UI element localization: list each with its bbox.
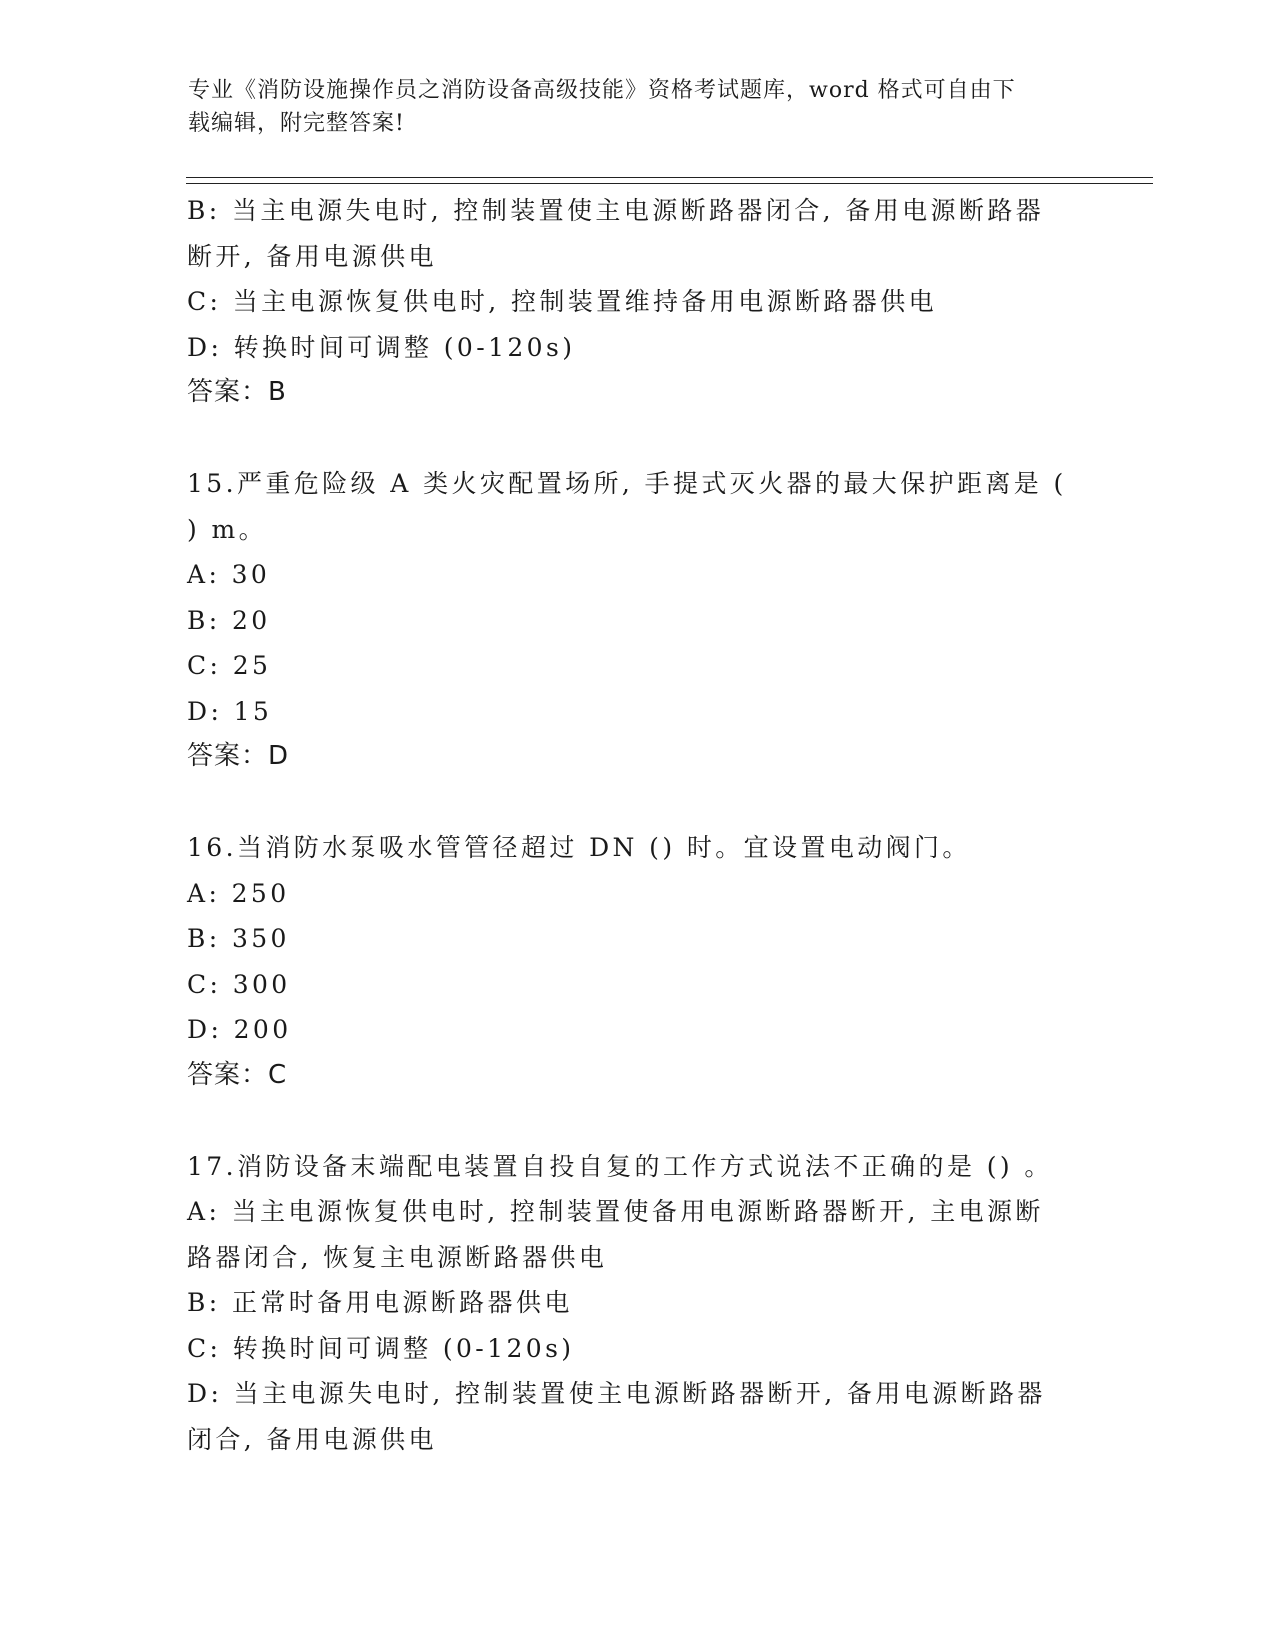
answer: 答案：B (187, 377, 287, 407)
option-d-line-2: 闭合, 备用电源供电 (187, 1424, 437, 1454)
option-b: B: 20 (187, 605, 271, 635)
option-d-line-1: D: 当主电源失电时, 控制装置使主电源断路器断开, 备用电源断路器 (187, 1379, 1046, 1408)
option-a-line-1: A: 当主电源恢复供电时, 控制装置使备用电源断路器断开, 主电源断 (187, 1197, 1044, 1226)
option-d: D: 200 (187, 1015, 292, 1044)
option-c: C: 25 (187, 651, 272, 680)
header-divider-bottom (186, 183, 1153, 184)
question-content (187, 188, 1087, 1462)
header-line-2: 载编辑，附完整答案! (188, 111, 405, 136)
option-d: D: 15 (187, 696, 273, 726)
option-b-line-1: B: 当主电源失电时, 控制装置使主电源断路器闭合, 备用电源断路器 (187, 196, 1045, 225)
header-divider-top (186, 177, 1153, 178)
question-stem: 17.消防设备末端配电装置自投自复的工作方式说法不正确的是 () 。 (187, 1151, 1053, 1181)
option-b-line-2: 断开, 备用电源供电 (187, 241, 437, 271)
option-c: C: 转换时间可调整 (0-120s) (187, 1333, 575, 1363)
question-17 (187, 1144, 1087, 1463)
option-b: B: 正常时备用电源断路器供电 (187, 1288, 573, 1317)
option-c: C: 300 (187, 969, 291, 999)
question-stem-line-1: 15.严重危险级 A 类火灾配置场所, 手提式灭火器的最大保护距离是 ( (187, 469, 1067, 498)
option-a-line-2: 路器闭合, 恢复主电源断路器供电 (187, 1242, 608, 1272)
option-d: D: 转换时间可调整 (0-120s) (187, 332, 576, 362)
document-header (188, 74, 1068, 140)
question-14-tail (187, 188, 1087, 416)
answer: 答案：D (187, 741, 290, 771)
question-15 (187, 461, 1087, 780)
option-a: A: 30 (187, 560, 271, 589)
question-stem: 16.当消防水泵吸水管管径超过 DN () 时。宜设置电动阀门。 (187, 833, 971, 862)
option-a: A: 250 (187, 878, 290, 908)
option-c: C: 当主电源恢复供电时, 控制装置维持备用电源断路器供电 (187, 287, 937, 316)
question-16 (187, 825, 1087, 1098)
header-line-1: 专业《消防设施操作员之消防设备高级技能》资格考试题库，word 格式可自由下 (188, 78, 1016, 103)
question-stem-line-2: ) m。 (187, 514, 268, 544)
option-b: B: 350 (187, 924, 290, 953)
answer: 答案：C (187, 1059, 288, 1090)
